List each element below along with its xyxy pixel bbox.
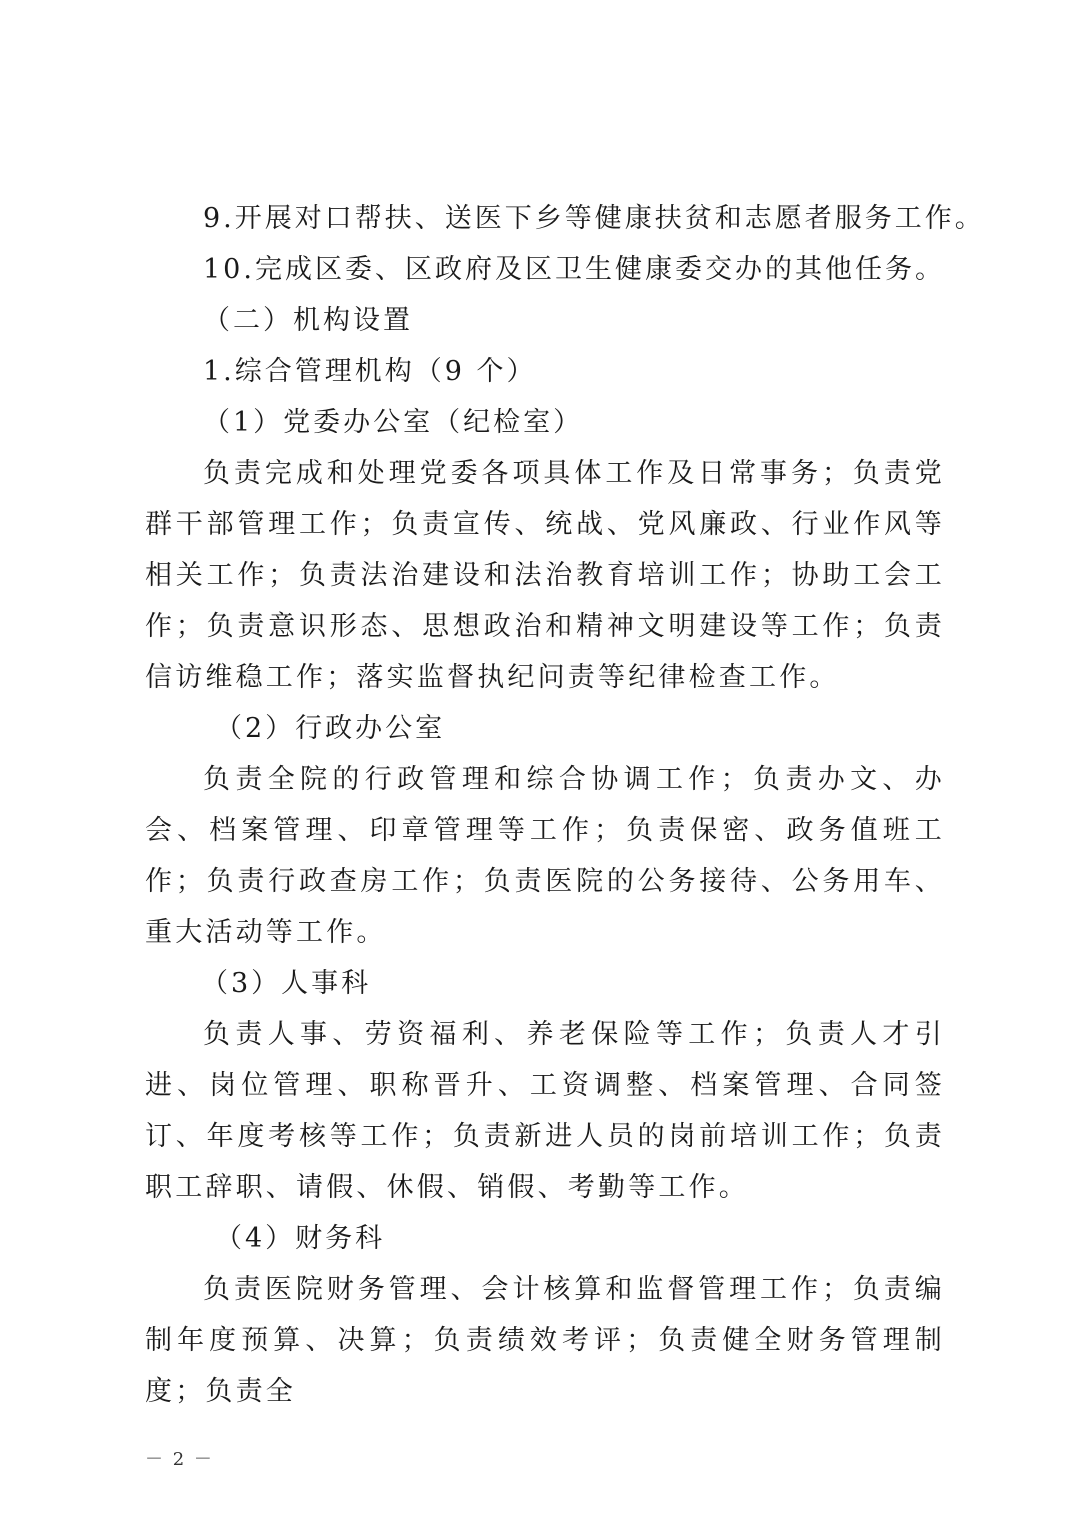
unit-description: 负责医院财务管理、会计核算和监督管理工作；负责编制年度预算、决算；负责绩效考评；负责健全财务管理制度；负责全 (145, 1274, 945, 1407)
page-number: － 2 － (145, 1449, 214, 1470)
item-9: 9.开展对口帮扶、送医下乡等健康扶贫和志愿者服务工作。 (203, 203, 985, 234)
item-10: 10.完成区委、区政府及区卫生健康委交办的其他任务。 (203, 254, 945, 285)
document-body (145, 193, 985, 1417)
unit-title: （4）财务科 (215, 1223, 386, 1254)
subsection-heading: 1.综合管理机构（9 个） (203, 356, 537, 387)
unit-description: 负责完成和处理党委各项具体工作及日常事务；负责党群干部管理工作；负责宣传、统战、党风廉政、行业作风等相关工作；负责法治建设和法治教育培训工作；协助工会工作；负责意识形态、思想政治和精神文明建设等工作；负责信访维稳工作；落实监督执纪问责等纪律检查工作。 (145, 458, 945, 693)
unit-description: 负责全院的行政管理和综合协调工作；负责办文、办会、档案管理、印章管理等工作；负责保密、政务值班工作；负责行政查房工作；负责医院的公务接待、公务用车、重大活动等工作。 (145, 764, 945, 948)
unit-description: 负责人事、劳资福利、养老保险等工作；负责人才引进、岗位管理、职称晋升、工资调整、档案管理、合同签订、年度考核等工作；负责新进人员的岗前培训工作；负责职工辞职、请假、休假、销假、考勤等工作。 (145, 1019, 945, 1203)
section-heading: （二）机构设置 (203, 305, 413, 336)
unit-title: （2）行政办公室 (215, 713, 446, 744)
unit-title: （3）人事科 (201, 968, 372, 999)
unit-title: （1）党委办公室（纪检室） (203, 407, 584, 438)
